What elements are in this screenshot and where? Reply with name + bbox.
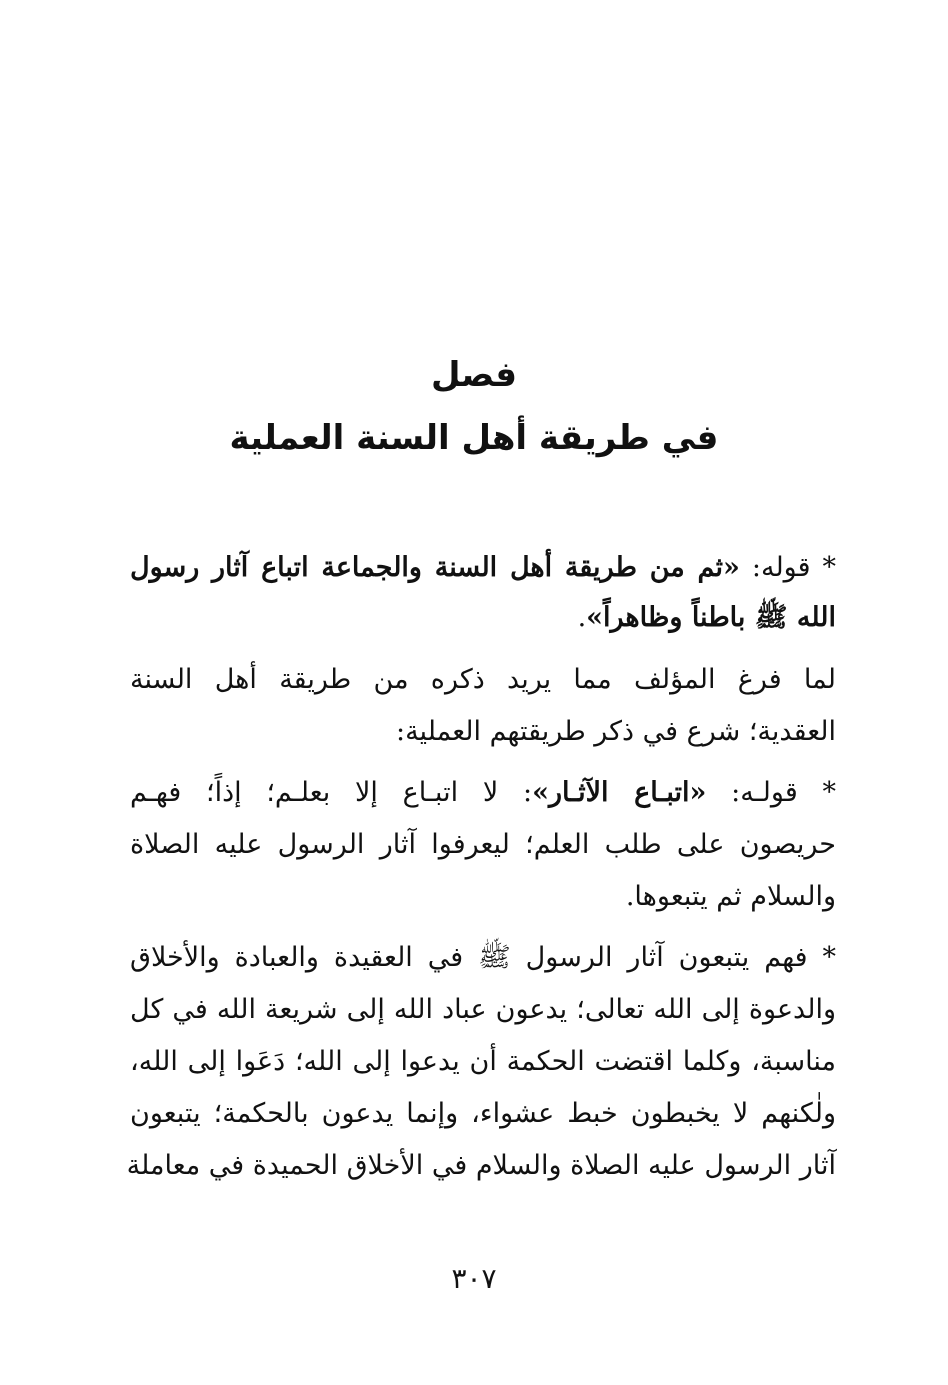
text-span: * قوله: <box>739 552 836 583</box>
text-line: * فهم يتبعون آثار الرسول ﷺ في العقيدة والعبادة والأخلاق <box>130 942 836 973</box>
text-line: لما فرغ المؤلف مما يريد ذكره من طريقة أهل السنة <box>130 664 836 695</box>
text-span: : لا اتبـاع إلا بعلـم؛ إذاً؛ فهـم <box>130 777 533 808</box>
quoted-text: الله ﷺ باطناً وظاهراً» <box>586 602 836 633</box>
text-line: حريصون على طلب العلم؛ ليعرفوا آثار الرسول عليه الصلاة <box>130 829 836 860</box>
quoted-text: «اتبـاع الآثـار» <box>532 777 707 808</box>
page-number: ٣٠٧ <box>451 1262 497 1295</box>
section-subtitle: في طريقة أهل السنة العملية <box>229 418 719 458</box>
text-line: العقدية؛ شرع في ذكر طريقتهم العملية: <box>395 716 836 747</box>
section-title: فصل <box>430 355 518 395</box>
text-line: ولٰكنهم لا يخبطون خبط عشواء، وإنما يدعون بالحكمة؛ يتبعون <box>130 1098 836 1129</box>
text-span: * قولـه: <box>706 777 836 808</box>
text-line <box>130 773 836 813</box>
text-span: . <box>577 602 587 633</box>
text-line: مناسبة، وكلما اقتضت الحكمة أن يدعوا إلى الله؛ دَعَوا إلى الله، <box>130 1046 836 1077</box>
text-line: آثار الرسول عليه الصلاة والسلام في الأخلاق الحميدة في معاملة <box>126 1150 836 1181</box>
text-line <box>130 548 836 588</box>
text-line <box>130 598 836 638</box>
text-line: والدعوة إلى الله تعالى؛ يدعون عباد الله إلى شريعة الله في كل <box>130 994 836 1025</box>
text-line: والسلام ثم يتبعوها. <box>625 881 836 912</box>
quoted-text: «ثم من طريقة أهل السنة والجماعة اتباع آثار رسول <box>130 552 740 583</box>
